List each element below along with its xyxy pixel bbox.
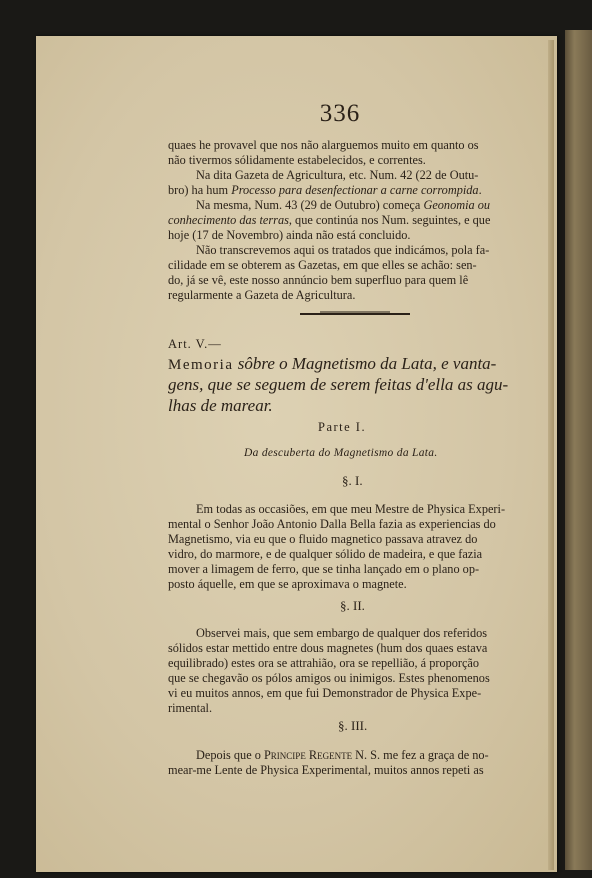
article-title-line xyxy=(168,354,548,375)
intro-line: do, já se vê, este nosso annúncio bem superfluo para quem lê xyxy=(168,273,469,287)
section-line: rimental. xyxy=(168,701,213,715)
intro-line: cilidade em se obterem as Gazetas, em que elles se achão: sen- xyxy=(168,258,477,272)
section-line: mear-me Lente de Physica Experimental, muitos annos repeti as xyxy=(168,763,484,777)
line-part: N. S. me fez a graça de no- xyxy=(352,748,489,762)
section-line: que se chegavão os pólos amigos ou inimigos. Estes phenomenos xyxy=(168,671,490,685)
section-line: vi eu muitos annos, em que fui Demonstrador de Physica Expe- xyxy=(168,686,482,700)
intro-line: bro) ha hum Processo para desenfectionar a carne corrompida. xyxy=(168,183,482,197)
section-heading: §. II. xyxy=(340,598,365,613)
section-heading: §. III. xyxy=(338,718,368,733)
section-line: sólidos estar mettido entre dous magnetes (hum dos quaes estava xyxy=(168,641,488,655)
intro-line: conhecimento das terras, que continúa nos Num. seguintes, e que xyxy=(168,213,491,227)
page-edge xyxy=(548,40,554,870)
title-caps: Memoria xyxy=(168,357,234,373)
page-number: 336 xyxy=(319,100,361,127)
intro-line: não tivermos sólidamente estabelecidos, e correntes. xyxy=(168,153,426,167)
article-title-line: gens, que se seguem de serem feitas d'ella as agu- xyxy=(168,375,509,394)
adjacent-page xyxy=(565,30,592,870)
section-line: Em todas as occasiões, em que meu Mestre de Physica Experi- xyxy=(196,502,506,516)
article-title-line: lhas de marear. xyxy=(168,396,273,415)
section-line: equilibrado) estes ora se attrahião, ora se repellião, á proporção xyxy=(168,656,480,670)
section-line: mental o Senhor João Antonio Dalla Bella fazia as experiencias do xyxy=(168,517,496,531)
section-line xyxy=(196,748,489,763)
part-subtitle: Da descuberta do Magnetismo da Lata. xyxy=(244,447,438,459)
intro-line: regularmente a Gazeta de Agricultura. xyxy=(168,288,356,302)
intro-line: Não transcrevemos aqui os tratados que indicámos, pola fa- xyxy=(196,243,490,257)
section-line: mover a limagem de ferro, que se tinha lançado em o plano op- xyxy=(168,562,480,576)
intro-line: hoje (17 de Novembro) ainda não está concluido. xyxy=(168,228,411,242)
section-line: Observei mais, que sem embargo de qualquer dos referidos xyxy=(196,626,488,640)
intro-line: quaes he provavel que nos não alarguemos muito em quanto os xyxy=(168,138,479,152)
intro-line: Na mesma, Num. 43 (29 de Outubro) começa Geonomia ou xyxy=(196,198,491,212)
section-line: vidro, do marmore, e de qualquer sólido de madeira, e que fazia xyxy=(168,547,483,561)
part-heading: Parte I. xyxy=(318,420,367,434)
section-divider xyxy=(300,313,410,315)
title-rest: sôbre o Magnetismo da Lata, e vanta- xyxy=(233,354,497,373)
section-heading: §. I. xyxy=(342,473,363,488)
regent-name: Principe Regente xyxy=(263,748,353,762)
line-part: Depois que o xyxy=(196,748,264,762)
intro-line: Na dita Gazeta de Agricultura, etc. Num. 42 (22 de Outu- xyxy=(196,168,479,182)
article-label: Art. V.— xyxy=(168,337,222,351)
section-line: Magnetismo, via eu que o fluido magnetico passava atravez do xyxy=(168,532,478,546)
section-line: posto áquelle, em que se aproximava o magnete. xyxy=(168,577,407,591)
